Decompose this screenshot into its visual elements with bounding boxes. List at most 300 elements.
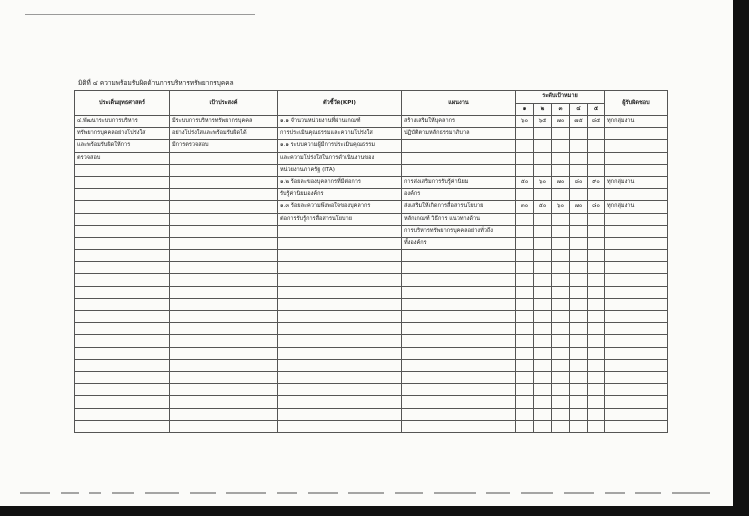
- plan-cell: [402, 262, 516, 274]
- level-cell: [588, 420, 605, 432]
- plan-cell: สร้างเสริมให้บุคลากร: [402, 116, 516, 128]
- level-cell: [516, 262, 534, 274]
- goal-cell: [170, 347, 278, 359]
- goal-cell: [170, 420, 278, 432]
- plan-cell: [402, 286, 516, 298]
- owner-cell: [605, 140, 668, 152]
- kpi-cell: [278, 408, 402, 420]
- level-cell: [552, 311, 570, 323]
- level-cell: ๖๐: [552, 201, 570, 213]
- level-cell: [570, 347, 588, 359]
- kpi-cell: รับรู้ค่านิยมองค์กร: [278, 189, 402, 201]
- header-level: ๔: [570, 103, 588, 116]
- owner-cell: [605, 213, 668, 225]
- header-row: [75, 91, 668, 104]
- level-cell: ๖๐: [534, 176, 552, 188]
- level-cell: [570, 335, 588, 347]
- level-cell: [552, 420, 570, 432]
- issue-cell: [75, 237, 170, 249]
- level-cell: [516, 311, 534, 323]
- plan-cell: [402, 347, 516, 359]
- level-cell: [516, 359, 534, 371]
- plan-cell: [402, 371, 516, 383]
- table-row: [75, 225, 668, 237]
- level-cell: [534, 420, 552, 432]
- plan-cell: [402, 164, 516, 176]
- table-caption: มิติที่ ๔ ความพร้อมรับผิดด้านการบริหารทรัพยากรบุคคล: [78, 79, 234, 87]
- plan-cell: [402, 384, 516, 396]
- table-row: [75, 335, 668, 347]
- issue-cell: [75, 274, 170, 286]
- kpi-cell: [278, 347, 402, 359]
- issue-cell: [75, 335, 170, 347]
- level-cell: [516, 371, 534, 383]
- level-cell: [534, 371, 552, 383]
- level-cell: [570, 274, 588, 286]
- table-row: [75, 152, 668, 164]
- level-cell: [534, 347, 552, 359]
- owner-cell: [605, 189, 668, 201]
- issue-cell: [75, 262, 170, 274]
- plan-cell: ปฏิบัติตามหลักธรรมาภิบาล: [402, 128, 516, 140]
- level-cell: [588, 140, 605, 152]
- level-cell: [552, 189, 570, 201]
- table-row: [75, 408, 668, 420]
- level-cell: [534, 274, 552, 286]
- level-cell: [516, 286, 534, 298]
- owner-cell: [605, 384, 668, 396]
- level-cell: [534, 140, 552, 152]
- level-cell: [570, 128, 588, 140]
- table-row: [75, 116, 668, 128]
- level-cell: [516, 347, 534, 359]
- kpi-cell: [278, 384, 402, 396]
- goal-cell: อย่างโปร่งใสและพร้อมรับผิดได้: [170, 128, 278, 140]
- issue-cell: [75, 176, 170, 188]
- level-cell: [516, 152, 534, 164]
- issue-cell: [75, 164, 170, 176]
- level-cell: [534, 311, 552, 323]
- level-cell: [588, 335, 605, 347]
- issue-cell: [75, 371, 170, 383]
- kpi-cell: [278, 250, 402, 262]
- level-cell: ๕๐: [516, 176, 534, 188]
- level-cell: [588, 225, 605, 237]
- header-goal: เป้าประสงค์: [170, 91, 278, 116]
- owner-cell: [605, 152, 668, 164]
- level-cell: [570, 152, 588, 164]
- table-row: [75, 237, 668, 249]
- level-cell: [534, 384, 552, 396]
- issue-cell: [75, 420, 170, 432]
- level-cell: [570, 140, 588, 152]
- header-plan: แผนงาน: [402, 91, 516, 116]
- kpi-cell: [278, 323, 402, 335]
- level-cell: [534, 152, 552, 164]
- level-cell: [570, 396, 588, 408]
- table-row: [75, 420, 668, 432]
- level-cell: [552, 359, 570, 371]
- level-cell: [516, 237, 534, 249]
- issue-cell: [75, 347, 170, 359]
- issue-cell: ๔.พัฒนาระบบการบริหาร: [75, 116, 170, 128]
- level-cell: [534, 408, 552, 420]
- table-row: [75, 262, 668, 274]
- goal-cell: [170, 152, 278, 164]
- level-cell: [534, 225, 552, 237]
- kpi-cell: [278, 359, 402, 371]
- plan-cell: หลักเกณฑ์ วิธีการ แนวทางด้าน: [402, 213, 516, 225]
- table-row: [75, 189, 668, 201]
- level-cell: ๗๐: [552, 176, 570, 188]
- kpi-cell: [278, 286, 402, 298]
- level-cell: [516, 323, 534, 335]
- table-row: [75, 371, 668, 383]
- level-cell: [534, 262, 552, 274]
- level-cell: [516, 225, 534, 237]
- level-cell: [570, 298, 588, 310]
- level-cell: [552, 237, 570, 249]
- kpi-cell: ต่อการรับรู้การสื่อสารนโยบาย: [278, 213, 402, 225]
- level-cell: [534, 164, 552, 176]
- header-level: ๕: [588, 103, 605, 116]
- level-cell: [552, 225, 570, 237]
- level-cell: [588, 237, 605, 249]
- level-cell: [570, 225, 588, 237]
- goal-cell: [170, 384, 278, 396]
- level-cell: [534, 323, 552, 335]
- plan-cell: [402, 408, 516, 420]
- issue-cell: [75, 396, 170, 408]
- level-cell: [516, 189, 534, 201]
- goal-cell: [170, 286, 278, 298]
- issue-cell: [75, 408, 170, 420]
- issue-cell: [75, 359, 170, 371]
- kpi-cell: [278, 396, 402, 408]
- plan-cell: [402, 274, 516, 286]
- goal-cell: [170, 311, 278, 323]
- kpi-cell: ๑.๓ ร้อยละความพึงพอใจของบุคลากร: [278, 201, 402, 213]
- issue-cell: ทรัพยากรบุคคลอย่างโปร่งใส: [75, 128, 170, 140]
- owner-cell: [605, 164, 668, 176]
- owner-cell: ทุกกลุ่มงาน: [605, 176, 668, 188]
- header-level: ๒: [534, 103, 552, 116]
- level-cell: [552, 408, 570, 420]
- table-row: [75, 128, 668, 140]
- goal-cell: [170, 237, 278, 249]
- level-cell: [570, 371, 588, 383]
- level-cell: [516, 213, 534, 225]
- table-row: [75, 250, 668, 262]
- goal-cell: [170, 359, 278, 371]
- plan-cell: ทั้งองค์กร: [402, 237, 516, 249]
- level-cell: [516, 274, 534, 286]
- level-cell: [570, 189, 588, 201]
- issue-cell: [75, 225, 170, 237]
- goal-cell: มีการตรวจสอบ: [170, 140, 278, 152]
- level-cell: [588, 286, 605, 298]
- goal-cell: [170, 225, 278, 237]
- level-cell: [534, 128, 552, 140]
- level-cell: ๕๐: [534, 201, 552, 213]
- level-cell: [534, 237, 552, 249]
- scan-border-right: [733, 0, 749, 516]
- level-cell: [570, 262, 588, 274]
- level-cell: [570, 311, 588, 323]
- level-cell: [516, 420, 534, 432]
- level-cell: [588, 164, 605, 176]
- goal-cell: [170, 176, 278, 188]
- table-row: [75, 396, 668, 408]
- level-cell: [516, 140, 534, 152]
- level-cell: [552, 262, 570, 274]
- plan-cell: [402, 311, 516, 323]
- level-cell: [516, 384, 534, 396]
- plan-cell: [402, 359, 516, 371]
- table-body: [75, 116, 668, 433]
- header-level: ๑: [516, 103, 534, 116]
- table-row: [75, 323, 668, 335]
- level-cell: [552, 250, 570, 262]
- owner-cell: [605, 262, 668, 274]
- level-cell: [570, 420, 588, 432]
- plan-cell: [402, 323, 516, 335]
- issue-cell: [75, 201, 170, 213]
- level-cell: [588, 323, 605, 335]
- owner-cell: [605, 311, 668, 323]
- issue-cell: [75, 384, 170, 396]
- goal-cell: [170, 213, 278, 225]
- kpi-cell: และความโปร่งใสในการดำเนินงานของ: [278, 152, 402, 164]
- level-cell: [552, 140, 570, 152]
- level-cell: [588, 396, 605, 408]
- plan-cell: ส่งเสริมให้เกิดการสื่อสารนโยบาย: [402, 201, 516, 213]
- table-row: [75, 140, 668, 152]
- level-cell: [588, 298, 605, 310]
- kpi-cell: [278, 371, 402, 383]
- goal-cell: [170, 250, 278, 262]
- owner-cell: [605, 347, 668, 359]
- goal-cell: [170, 371, 278, 383]
- plan-cell: [402, 140, 516, 152]
- level-cell: [570, 250, 588, 262]
- level-cell: [552, 371, 570, 383]
- owner-cell: [605, 286, 668, 298]
- header-issue: ประเด็นยุทธศาสตร์: [75, 91, 170, 116]
- goal-cell: [170, 396, 278, 408]
- level-cell: [588, 347, 605, 359]
- plan-cell: การบริหารทรัพยากรบุคคลอย่างทั่วถึง: [402, 225, 516, 237]
- level-cell: ๗๐: [570, 201, 588, 213]
- level-cell: [570, 213, 588, 225]
- level-cell: [588, 213, 605, 225]
- level-cell: [552, 298, 570, 310]
- owner-cell: [605, 408, 668, 420]
- level-cell: [516, 408, 534, 420]
- level-cell: [570, 237, 588, 249]
- kpi-cell: [278, 262, 402, 274]
- level-cell: [552, 164, 570, 176]
- level-cell: ๗๐: [552, 116, 570, 128]
- level-cell: [588, 384, 605, 396]
- owner-cell: ทุกกลุ่มงาน: [605, 116, 668, 128]
- goal-cell: [170, 274, 278, 286]
- owner-cell: [605, 420, 668, 432]
- scan-border-bottom: [0, 506, 749, 516]
- plan-cell: องค์กร: [402, 189, 516, 201]
- goal-cell: [170, 323, 278, 335]
- owner-cell: [605, 396, 668, 408]
- level-cell: ๘๐: [588, 201, 605, 213]
- owner-cell: [605, 359, 668, 371]
- plan-cell: [402, 420, 516, 432]
- table-row: [75, 384, 668, 396]
- issue-cell: ตรวจสอบ: [75, 152, 170, 164]
- level-cell: [552, 347, 570, 359]
- level-cell: [516, 250, 534, 262]
- level-cell: [570, 164, 588, 176]
- table-row: [75, 311, 668, 323]
- kpi-cell: [278, 237, 402, 249]
- level-cell: ๗๕: [570, 116, 588, 128]
- owner-cell: [605, 225, 668, 237]
- kpi-cell: [278, 311, 402, 323]
- level-cell: [516, 335, 534, 347]
- level-cell: [552, 152, 570, 164]
- level-cell: [588, 128, 605, 140]
- owner-cell: [605, 128, 668, 140]
- level-cell: ๖๕: [534, 116, 552, 128]
- plan-cell: [402, 152, 516, 164]
- header-owner: ผู้รับผิดชอบ: [605, 91, 668, 116]
- kpi-cell: การประเมินคุณธรรมและความโปร่งใส: [278, 128, 402, 140]
- kpi-cell: [278, 420, 402, 432]
- kpi-cell: [278, 274, 402, 286]
- level-cell: [552, 323, 570, 335]
- owner-cell: [605, 335, 668, 347]
- level-cell: ๙๐: [588, 176, 605, 188]
- goal-cell: [170, 189, 278, 201]
- level-cell: [516, 128, 534, 140]
- level-cell: [552, 396, 570, 408]
- header-kpi: ตัวชี้วัด(KPI): [278, 91, 402, 116]
- level-cell: [570, 323, 588, 335]
- level-cell: [552, 384, 570, 396]
- level-cell: [588, 189, 605, 201]
- issue-cell: [75, 298, 170, 310]
- kpi-cell: [278, 335, 402, 347]
- table-row: [75, 359, 668, 371]
- level-cell: [588, 274, 605, 286]
- table-row: [75, 347, 668, 359]
- table-row: [75, 164, 668, 176]
- issue-cell: [75, 311, 170, 323]
- owner-cell: [605, 371, 668, 383]
- level-cell: [588, 250, 605, 262]
- level-cell: [516, 298, 534, 310]
- header-target: ระดับเป้าหมาย: [516, 91, 605, 104]
- level-cell: [570, 408, 588, 420]
- level-cell: [534, 298, 552, 310]
- goal-cell: [170, 201, 278, 213]
- owner-cell: [605, 274, 668, 286]
- level-cell: [534, 335, 552, 347]
- goal-cell: [170, 298, 278, 310]
- level-cell: ๓๐: [516, 201, 534, 213]
- table-row: [75, 176, 668, 188]
- level-cell: [588, 359, 605, 371]
- level-cell: [588, 311, 605, 323]
- level-cell: [534, 250, 552, 262]
- kpi-cell: หน่วยงานภาครัฐ (ITA): [278, 164, 402, 176]
- issue-cell: [75, 323, 170, 335]
- goal-cell: มีระบบการบริหารทรัพยากรบุคคล: [170, 116, 278, 128]
- goal-cell: [170, 408, 278, 420]
- table-row: [75, 213, 668, 225]
- table-row: [75, 298, 668, 310]
- level-cell: [588, 152, 605, 164]
- level-cell: [552, 335, 570, 347]
- kpi-cell: ๑.๑ จำนวนหน่วยงานที่ผ่านเกณฑ์: [278, 116, 402, 128]
- level-cell: [552, 128, 570, 140]
- level-cell: [588, 408, 605, 420]
- kpi-cell: ๑.๒ ร้อยละของบุคลากรที่มีต่อการ: [278, 176, 402, 188]
- level-cell: [570, 384, 588, 396]
- level-cell: [516, 164, 534, 176]
- level-cell: ๘๐: [570, 176, 588, 188]
- level-cell: [534, 286, 552, 298]
- strategy-table: [74, 90, 668, 433]
- level-cell: [588, 262, 605, 274]
- issue-cell: และพร้อมรับผิดให้การ: [75, 140, 170, 152]
- level-cell: ๘๕: [588, 116, 605, 128]
- owner-cell: [605, 298, 668, 310]
- level-cell: [570, 359, 588, 371]
- issue-cell: [75, 286, 170, 298]
- plan-cell: [402, 298, 516, 310]
- owner-cell: [605, 250, 668, 262]
- level-cell: [534, 213, 552, 225]
- level-cell: [570, 286, 588, 298]
- level-cell: [534, 359, 552, 371]
- issue-cell: [75, 213, 170, 225]
- level-cell: [534, 396, 552, 408]
- top-rule: [25, 14, 255, 15]
- plan-cell: [402, 396, 516, 408]
- kpi-cell: ๑.๑ ระบบความผู้มีการประเมินคุณธรรม: [278, 140, 402, 152]
- plan-cell: การส่งเสริมการรับรู้ค่านิยม: [402, 176, 516, 188]
- level-cell: [516, 396, 534, 408]
- kpi-cell: [278, 298, 402, 310]
- table-row: [75, 201, 668, 213]
- owner-cell: [605, 323, 668, 335]
- plan-cell: [402, 250, 516, 262]
- owner-cell: [605, 237, 668, 249]
- kpi-cell: [278, 225, 402, 237]
- table-row: [75, 286, 668, 298]
- owner-cell: ทุกกลุ่มงาน: [605, 201, 668, 213]
- issue-cell: [75, 250, 170, 262]
- level-cell: [552, 286, 570, 298]
- goal-cell: [170, 164, 278, 176]
- bottom-scan-noise: [20, 488, 710, 498]
- level-cell: [552, 213, 570, 225]
- plan-cell: [402, 335, 516, 347]
- level-cell: [534, 189, 552, 201]
- goal-cell: [170, 262, 278, 274]
- level-cell: [552, 274, 570, 286]
- header-level: ๓: [552, 103, 570, 116]
